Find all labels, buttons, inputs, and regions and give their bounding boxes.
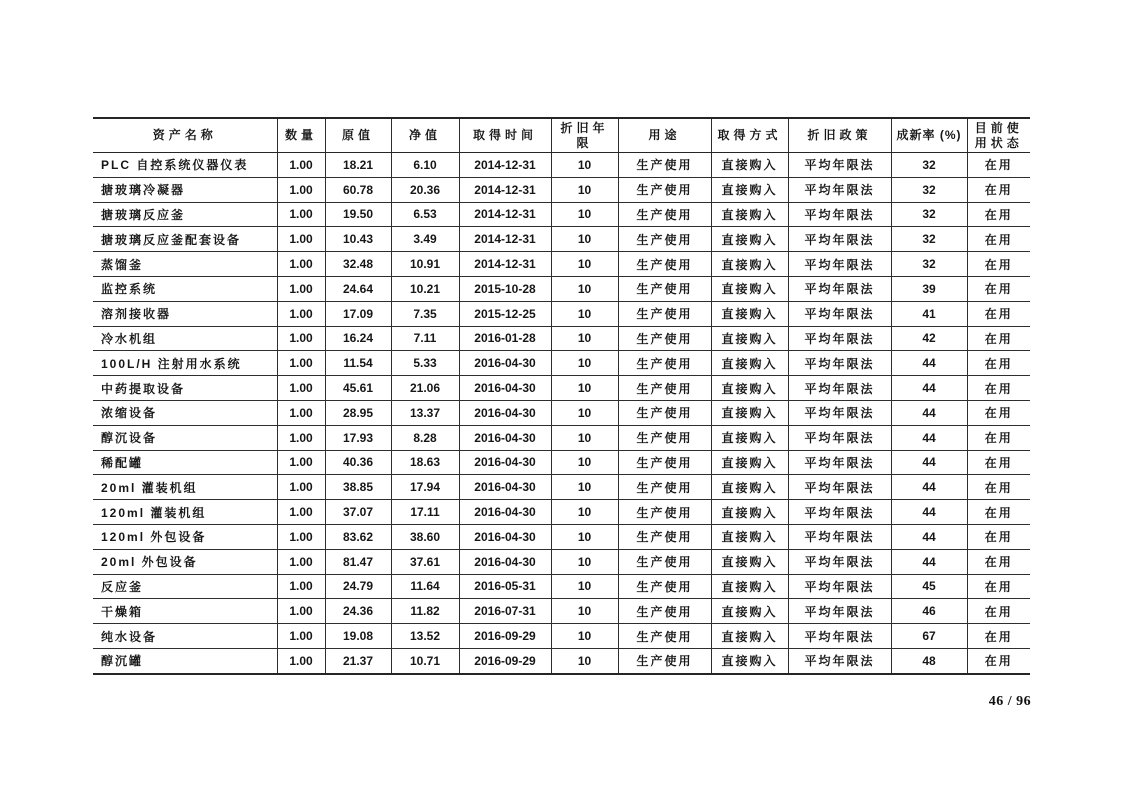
cell-status: 在用 xyxy=(967,549,1030,574)
cell-method: 直接购入 xyxy=(711,574,788,599)
table-row xyxy=(93,252,1030,277)
cell-use: 生产使用 xyxy=(618,500,711,525)
cell-years: 10 xyxy=(551,202,618,227)
cell-years: 10 xyxy=(551,351,618,376)
cell-rate: 44 xyxy=(891,475,967,500)
table-row xyxy=(93,549,1030,574)
cell-status: 在用 xyxy=(967,376,1030,401)
cell-method: 直接购入 xyxy=(711,400,788,425)
cell-net: 3.49 xyxy=(391,227,459,252)
cell-rate: 45 xyxy=(891,574,967,599)
cell-original: 83.62 xyxy=(325,524,391,549)
cell-method: 直接购入 xyxy=(711,301,788,326)
cell-years: 10 xyxy=(551,276,618,301)
cell-qty: 1.00 xyxy=(277,153,325,178)
cell-original: 17.09 xyxy=(325,301,391,326)
cell-policy: 平均年限法 xyxy=(788,276,891,301)
cell-policy: 平均年限法 xyxy=(788,351,891,376)
cell-status: 在用 xyxy=(967,326,1030,351)
cell-qty: 1.00 xyxy=(277,252,325,277)
cell-use: 生产使用 xyxy=(618,227,711,252)
cell-name: 醇沉设备 xyxy=(93,425,277,450)
cell-name: 120ml 外包设备 xyxy=(93,524,277,549)
cell-status: 在用 xyxy=(967,450,1030,475)
column-header-quantity: 数量 xyxy=(277,118,325,153)
cell-method: 直接购入 xyxy=(711,177,788,202)
cell-qty: 1.00 xyxy=(277,599,325,624)
cell-method: 直接购入 xyxy=(711,549,788,574)
cell-net: 37.61 xyxy=(391,549,459,574)
cell-original: 17.93 xyxy=(325,425,391,450)
cell-policy: 平均年限法 xyxy=(788,301,891,326)
cell-acquired: 2016-09-29 xyxy=(459,648,551,673)
cell-rate: 44 xyxy=(891,524,967,549)
column-header-depreciation-policy: 折旧政策 xyxy=(788,118,891,153)
cell-rate: 41 xyxy=(891,301,967,326)
cell-name: PLC 自控系统仪器仪表 xyxy=(93,153,277,178)
cell-method: 直接购入 xyxy=(711,450,788,475)
cell-method: 直接购入 xyxy=(711,599,788,624)
cell-qty: 1.00 xyxy=(277,475,325,500)
cell-status: 在用 xyxy=(967,475,1030,500)
cell-original: 19.08 xyxy=(325,624,391,649)
asset-table xyxy=(93,117,1030,675)
cell-acquired: 2014-12-31 xyxy=(459,252,551,277)
cell-method: 直接购入 xyxy=(711,326,788,351)
cell-rate: 44 xyxy=(891,351,967,376)
cell-years: 10 xyxy=(551,475,618,500)
cell-status: 在用 xyxy=(967,153,1030,178)
table-row xyxy=(93,400,1030,425)
table-row xyxy=(93,648,1030,673)
cell-net: 13.52 xyxy=(391,624,459,649)
table-row xyxy=(93,301,1030,326)
table-row xyxy=(93,227,1030,252)
cell-acquired: 2014-12-31 xyxy=(459,177,551,202)
cell-rate: 44 xyxy=(891,376,967,401)
cell-acquired: 2014-12-31 xyxy=(459,227,551,252)
cell-policy: 平均年限法 xyxy=(788,450,891,475)
cell-status: 在用 xyxy=(967,400,1030,425)
cell-original: 28.95 xyxy=(325,400,391,425)
cell-status: 在用 xyxy=(967,227,1030,252)
cell-years: 10 xyxy=(551,599,618,624)
cell-policy: 平均年限法 xyxy=(788,524,891,549)
cell-status: 在用 xyxy=(967,202,1030,227)
cell-acquired: 2014-12-31 xyxy=(459,202,551,227)
table-row xyxy=(93,624,1030,649)
cell-method: 直接购入 xyxy=(711,500,788,525)
cell-years: 10 xyxy=(551,524,618,549)
cell-net: 13.37 xyxy=(391,400,459,425)
cell-use: 生产使用 xyxy=(618,202,711,227)
cell-status: 在用 xyxy=(967,599,1030,624)
cell-acquired: 2014-12-31 xyxy=(459,153,551,178)
cell-use: 生产使用 xyxy=(618,574,711,599)
cell-policy: 平均年限法 xyxy=(788,202,891,227)
column-header-acquisition-method: 取得方式 xyxy=(711,118,788,153)
cell-status: 在用 xyxy=(967,351,1030,376)
table-row xyxy=(93,524,1030,549)
cell-use: 生产使用 xyxy=(618,376,711,401)
cell-qty: 1.00 xyxy=(277,351,325,376)
column-header-net-value: 净值 xyxy=(391,118,459,153)
cell-status: 在用 xyxy=(967,252,1030,277)
cell-original: 16.24 xyxy=(325,326,391,351)
table-row xyxy=(93,599,1030,624)
cell-rate: 48 xyxy=(891,648,967,673)
cell-years: 10 xyxy=(551,252,618,277)
cell-status: 在用 xyxy=(967,425,1030,450)
cell-net: 10.21 xyxy=(391,276,459,301)
cell-qty: 1.00 xyxy=(277,301,325,326)
cell-method: 直接购入 xyxy=(711,376,788,401)
cell-method: 直接购入 xyxy=(711,252,788,277)
column-header-use: 用途 xyxy=(618,118,711,153)
cell-net: 10.71 xyxy=(391,648,459,673)
cell-use: 生产使用 xyxy=(618,624,711,649)
cell-rate: 44 xyxy=(891,500,967,525)
cell-policy: 平均年限法 xyxy=(788,252,891,277)
table-row xyxy=(93,276,1030,301)
cell-method: 直接购入 xyxy=(711,624,788,649)
cell-name: 120ml 灌装机组 xyxy=(93,500,277,525)
cell-method: 直接购入 xyxy=(711,276,788,301)
cell-method: 直接购入 xyxy=(711,153,788,178)
cell-net: 11.82 xyxy=(391,599,459,624)
cell-use: 生产使用 xyxy=(618,351,711,376)
table-row xyxy=(93,475,1030,500)
cell-net: 8.28 xyxy=(391,425,459,450)
cell-method: 直接购入 xyxy=(711,425,788,450)
cell-original: 37.07 xyxy=(325,500,391,525)
cell-method: 直接购入 xyxy=(711,475,788,500)
cell-years: 10 xyxy=(551,376,618,401)
cell-acquired: 2016-04-30 xyxy=(459,524,551,549)
cell-method: 直接购入 xyxy=(711,202,788,227)
table-row xyxy=(93,574,1030,599)
table-row xyxy=(93,500,1030,525)
cell-policy: 平均年限法 xyxy=(788,574,891,599)
cell-acquired: 2015-12-25 xyxy=(459,301,551,326)
cell-original: 32.48 xyxy=(325,252,391,277)
asset-table-header xyxy=(93,118,1030,153)
cell-name: 醇沉罐 xyxy=(93,648,277,673)
cell-years: 10 xyxy=(551,153,618,178)
cell-net: 5.33 xyxy=(391,351,459,376)
cell-original: 38.85 xyxy=(325,475,391,500)
cell-policy: 平均年限法 xyxy=(788,599,891,624)
table-row xyxy=(93,376,1030,401)
column-header-condition-rate: 成新率 (%) xyxy=(891,118,967,153)
cell-name: 20ml 灌装机组 xyxy=(93,475,277,500)
cell-policy: 平均年限法 xyxy=(788,500,891,525)
cell-use: 生产使用 xyxy=(618,524,711,549)
column-header-depreciation-years: 折旧年限 xyxy=(551,118,618,153)
cell-policy: 平均年限法 xyxy=(788,549,891,574)
column-header-asset-name: 资产名称 xyxy=(93,118,277,153)
cell-status: 在用 xyxy=(967,276,1030,301)
cell-acquired: 2016-04-30 xyxy=(459,475,551,500)
cell-net: 20.36 xyxy=(391,177,459,202)
cell-years: 10 xyxy=(551,648,618,673)
cell-method: 直接购入 xyxy=(711,351,788,376)
cell-net: 6.10 xyxy=(391,153,459,178)
cell-name: 搪玻璃冷凝器 xyxy=(93,177,277,202)
cell-rate: 32 xyxy=(891,177,967,202)
cell-acquired: 2016-05-31 xyxy=(459,574,551,599)
cell-qty: 1.00 xyxy=(277,326,325,351)
cell-acquired: 2016-04-30 xyxy=(459,400,551,425)
cell-qty: 1.00 xyxy=(277,648,325,673)
table-row xyxy=(93,351,1030,376)
asset-table-body xyxy=(93,153,1030,674)
cell-use: 生产使用 xyxy=(618,326,711,351)
cell-rate: 39 xyxy=(891,276,967,301)
cell-net: 17.94 xyxy=(391,475,459,500)
cell-policy: 平均年限法 xyxy=(788,326,891,351)
cell-use: 生产使用 xyxy=(618,153,711,178)
cell-use: 生产使用 xyxy=(618,301,711,326)
cell-name: 中药提取设备 xyxy=(93,376,277,401)
cell-net: 6.53 xyxy=(391,202,459,227)
cell-name: 冷水机组 xyxy=(93,326,277,351)
cell-years: 10 xyxy=(551,326,618,351)
cell-qty: 1.00 xyxy=(277,574,325,599)
cell-use: 生产使用 xyxy=(618,599,711,624)
cell-name: 蒸馏釜 xyxy=(93,252,277,277)
cell-net: 38.60 xyxy=(391,524,459,549)
cell-name: 浓缩设备 xyxy=(93,400,277,425)
cell-rate: 42 xyxy=(891,326,967,351)
cell-years: 10 xyxy=(551,500,618,525)
cell-rate: 32 xyxy=(891,202,967,227)
cell-name: 搪玻璃反应釜 xyxy=(93,202,277,227)
cell-original: 19.50 xyxy=(325,202,391,227)
cell-rate: 67 xyxy=(891,624,967,649)
cell-years: 10 xyxy=(551,301,618,326)
cell-qty: 1.00 xyxy=(277,524,325,549)
cell-years: 10 xyxy=(551,400,618,425)
cell-original: 21.37 xyxy=(325,648,391,673)
cell-qty: 1.00 xyxy=(277,624,325,649)
table-row xyxy=(93,202,1030,227)
cell-net: 11.64 xyxy=(391,574,459,599)
cell-qty: 1.00 xyxy=(277,549,325,574)
cell-years: 10 xyxy=(551,227,618,252)
cell-qty: 1.00 xyxy=(277,227,325,252)
cell-original: 45.61 xyxy=(325,376,391,401)
cell-net: 17.11 xyxy=(391,500,459,525)
header-row xyxy=(93,118,1030,153)
cell-acquired: 2016-04-30 xyxy=(459,351,551,376)
cell-acquired: 2016-04-30 xyxy=(459,500,551,525)
cell-original: 11.54 xyxy=(325,351,391,376)
cell-rate: 44 xyxy=(891,425,967,450)
cell-original: 10.43 xyxy=(325,227,391,252)
cell-acquired: 2016-04-30 xyxy=(459,549,551,574)
cell-name: 监控系统 xyxy=(93,276,277,301)
cell-rate: 44 xyxy=(891,450,967,475)
cell-policy: 平均年限法 xyxy=(788,475,891,500)
cell-acquired: 2016-04-30 xyxy=(459,376,551,401)
table-row xyxy=(93,177,1030,202)
cell-name: 稀配罐 xyxy=(93,450,277,475)
cell-name: 20ml 外包设备 xyxy=(93,549,277,574)
cell-qty: 1.00 xyxy=(277,500,325,525)
cell-use: 生产使用 xyxy=(618,252,711,277)
cell-net: 7.11 xyxy=(391,326,459,351)
cell-use: 生产使用 xyxy=(618,276,711,301)
cell-name: 溶剂接收器 xyxy=(93,301,277,326)
cell-qty: 1.00 xyxy=(277,425,325,450)
cell-rate: 44 xyxy=(891,400,967,425)
cell-name: 干燥箱 xyxy=(93,599,277,624)
cell-qty: 1.00 xyxy=(277,376,325,401)
cell-policy: 平均年限法 xyxy=(788,648,891,673)
cell-use: 生产使用 xyxy=(618,648,711,673)
cell-use: 生产使用 xyxy=(618,549,711,574)
cell-use: 生产使用 xyxy=(618,450,711,475)
cell-original: 18.21 xyxy=(325,153,391,178)
cell-net: 18.63 xyxy=(391,450,459,475)
cell-use: 生产使用 xyxy=(618,400,711,425)
cell-acquired: 2016-09-29 xyxy=(459,624,551,649)
cell-years: 10 xyxy=(551,624,618,649)
cell-rate: 46 xyxy=(891,599,967,624)
cell-original: 81.47 xyxy=(325,549,391,574)
cell-status: 在用 xyxy=(967,524,1030,549)
cell-status: 在用 xyxy=(967,648,1030,673)
cell-rate: 32 xyxy=(891,227,967,252)
table-row xyxy=(93,425,1030,450)
cell-original: 24.64 xyxy=(325,276,391,301)
cell-original: 40.36 xyxy=(325,450,391,475)
cell-name: 100L/H 注射用水系统 xyxy=(93,351,277,376)
cell-years: 10 xyxy=(551,425,618,450)
cell-acquired: 2015-10-28 xyxy=(459,276,551,301)
cell-use: 生产使用 xyxy=(618,475,711,500)
cell-policy: 平均年限法 xyxy=(788,153,891,178)
cell-use: 生产使用 xyxy=(618,425,711,450)
table-row xyxy=(93,153,1030,178)
cell-net: 7.35 xyxy=(391,301,459,326)
cell-years: 10 xyxy=(551,450,618,475)
cell-status: 在用 xyxy=(967,500,1030,525)
cell-acquired: 2016-07-31 xyxy=(459,599,551,624)
cell-status: 在用 xyxy=(967,574,1030,599)
cell-rate: 32 xyxy=(891,252,967,277)
cell-original: 24.36 xyxy=(325,599,391,624)
cell-policy: 平均年限法 xyxy=(788,624,891,649)
cell-original: 24.79 xyxy=(325,574,391,599)
cell-policy: 平均年限法 xyxy=(788,177,891,202)
table-row xyxy=(93,450,1030,475)
cell-policy: 平均年限法 xyxy=(788,376,891,401)
cell-method: 直接购入 xyxy=(711,524,788,549)
cell-acquired: 2016-01-28 xyxy=(459,326,551,351)
cell-policy: 平均年限法 xyxy=(788,400,891,425)
cell-rate: 44 xyxy=(891,549,967,574)
cell-qty: 1.00 xyxy=(277,276,325,301)
cell-acquired: 2016-04-30 xyxy=(459,425,551,450)
cell-acquired: 2016-04-30 xyxy=(459,450,551,475)
cell-method: 直接购入 xyxy=(711,227,788,252)
cell-original: 60.78 xyxy=(325,177,391,202)
cell-net: 10.91 xyxy=(391,252,459,277)
cell-policy: 平均年限法 xyxy=(788,227,891,252)
cell-qty: 1.00 xyxy=(277,450,325,475)
cell-status: 在用 xyxy=(967,177,1030,202)
cell-qty: 1.00 xyxy=(277,177,325,202)
cell-qty: 1.00 xyxy=(277,202,325,227)
page-number: 46 / 96 xyxy=(988,694,1032,709)
cell-qty: 1.00 xyxy=(277,400,325,425)
column-header-acquired-date: 取得时间 xyxy=(459,118,551,153)
cell-policy: 平均年限法 xyxy=(788,425,891,450)
column-header-original-value: 原值 xyxy=(325,118,391,153)
cell-use: 生产使用 xyxy=(618,177,711,202)
cell-name: 纯水设备 xyxy=(93,624,277,649)
cell-name: 搪玻璃反应釜配套设备 xyxy=(93,227,277,252)
cell-years: 10 xyxy=(551,549,618,574)
column-header-usage-status: 目前使用状态 xyxy=(967,118,1030,153)
cell-net: 21.06 xyxy=(391,376,459,401)
cell-status: 在用 xyxy=(967,624,1030,649)
cell-years: 10 xyxy=(551,574,618,599)
cell-status: 在用 xyxy=(967,301,1030,326)
cell-years: 10 xyxy=(551,177,618,202)
cell-name: 反应釜 xyxy=(93,574,277,599)
cell-method: 直接购入 xyxy=(711,648,788,673)
table-row xyxy=(93,326,1030,351)
cell-rate: 32 xyxy=(891,153,967,178)
